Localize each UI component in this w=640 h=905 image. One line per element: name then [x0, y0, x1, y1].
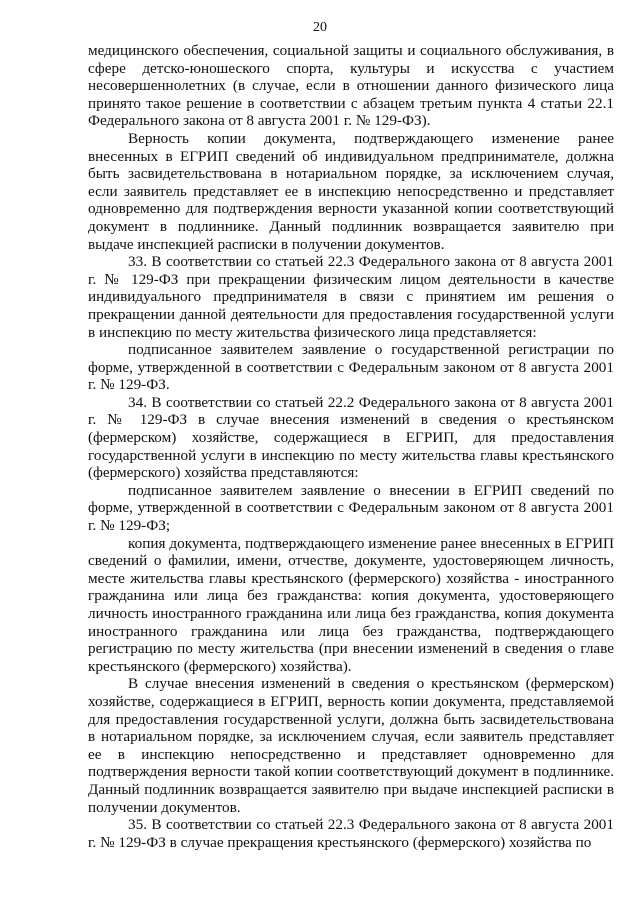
paragraph-item-34-verification: В случае внесения изменений в сведения о крестьянском (фермерском) хозяйстве, содержащиеся в ЕГРИП, верность копии документа, представляемой для предоставления государственной услуги, должна быть засвидетельствована в нотариальном порядке, за исключением случая, если заявитель представляет ее в инспекцию непосредственно и представляет одновременно для подтверждения верности такой копии соответствующий документ в подлиннике. Данный подлинник возвращается заявителю при выдаче инспекцией расписки в получении документов. [88, 675, 614, 816]
paragraph-copy-verification: Верность копии документа, подтверждающего изменение ранее внесенных в ЕГРИП сведений об индивидуальном предпринимателе, должна быть засвидетельствована в нотариальном порядке, за исключением случая, если заявитель представляет ее в инспекцию непосредственно и представляет одновременно для подтверждения верности указанной копии соответствующий документ в подлиннике. Данный подлинник возвращается заявителю при выдаче инспекцией расписки в получении документов. [88, 129, 614, 253]
paragraph-item-33-application: подписанное заявителем заявление о государственной регистрации по форме, утвержденной в соответствии с Федеральным законом от 8 августа 2001 г. № 129-ФЗ. [88, 341, 614, 394]
paragraph-item-33: 33. В соответствии со статьей 22.3 Федерального закона от 8 августа 2001 г. № 129-ФЗ при прекращении физическим лицом деятельности в качестве индивидуального предпринимателя в связи с принятием им решения о прекращении данной деятельности для предоставления государственной услуги в инспекцию по месту жительства физического лица представляется: [88, 253, 614, 341]
paragraph-item-34: 34. В соответствии со статьей 22.2 Федерального закона от 8 августа 2001 г. № 129-ФЗ в случае внесения изменений в сведения о крестьянском (фермерском) хозяйстве, содержащиеся в ЕГРИП, для предоставления государственной услуги в инспекцию по месту жительства главы крестьянского (фермерского) хозяйства представляются: [88, 393, 614, 482]
paragraph-continuation: медицинского обеспечения, социальной защиты и социального обслуживания, в сфере детско-юношеского спорта, культуры и искусства с участием несовершеннолетних (в случае, если в отношении данного физического лица принято такое решение в соответствии с абзацем третьим пункта 4 статьи 22.1 Федерального закона от 8 августа 2001 г. № 129-ФЗ). [88, 42, 614, 130]
paragraph-item-35: 35. В соответствии со статьей 22.3 Федерального закона от 8 августа 2001 г. № 129-ФЗ в случае прекращения крестьянского (фермерского) хозяйства по [88, 816, 614, 851]
paragraph-item-34-document-copy: копия документа, подтверждающего изменение ранее внесенных в ЕГРИП сведений о фамилии, имени, отчестве, документе, удостоверяющем личность, месте жительства главы крестьянского (фермерского) хозяйства - иностранного гражданина или лица без гражданства: копия документа, удостоверяющего личность иностранного гражданина или лица без гражданства, копия документа иностранного гражданина или лица без гражданства, подтверждающего регистрацию по месту жительства (при внесении изменений в сведения о главе крестьянского (фермерского) хозяйства). [88, 534, 614, 675]
page-number: 20 [313, 20, 327, 35]
document-body [88, 42, 614, 851]
paragraph-item-34-application: подписанное заявителем заявление о внесении в ЕГРИП сведений по форме, утвержденной в соответствии с Федеральным законом от 8 августа 2001 г. № 129-ФЗ; [88, 481, 614, 535]
